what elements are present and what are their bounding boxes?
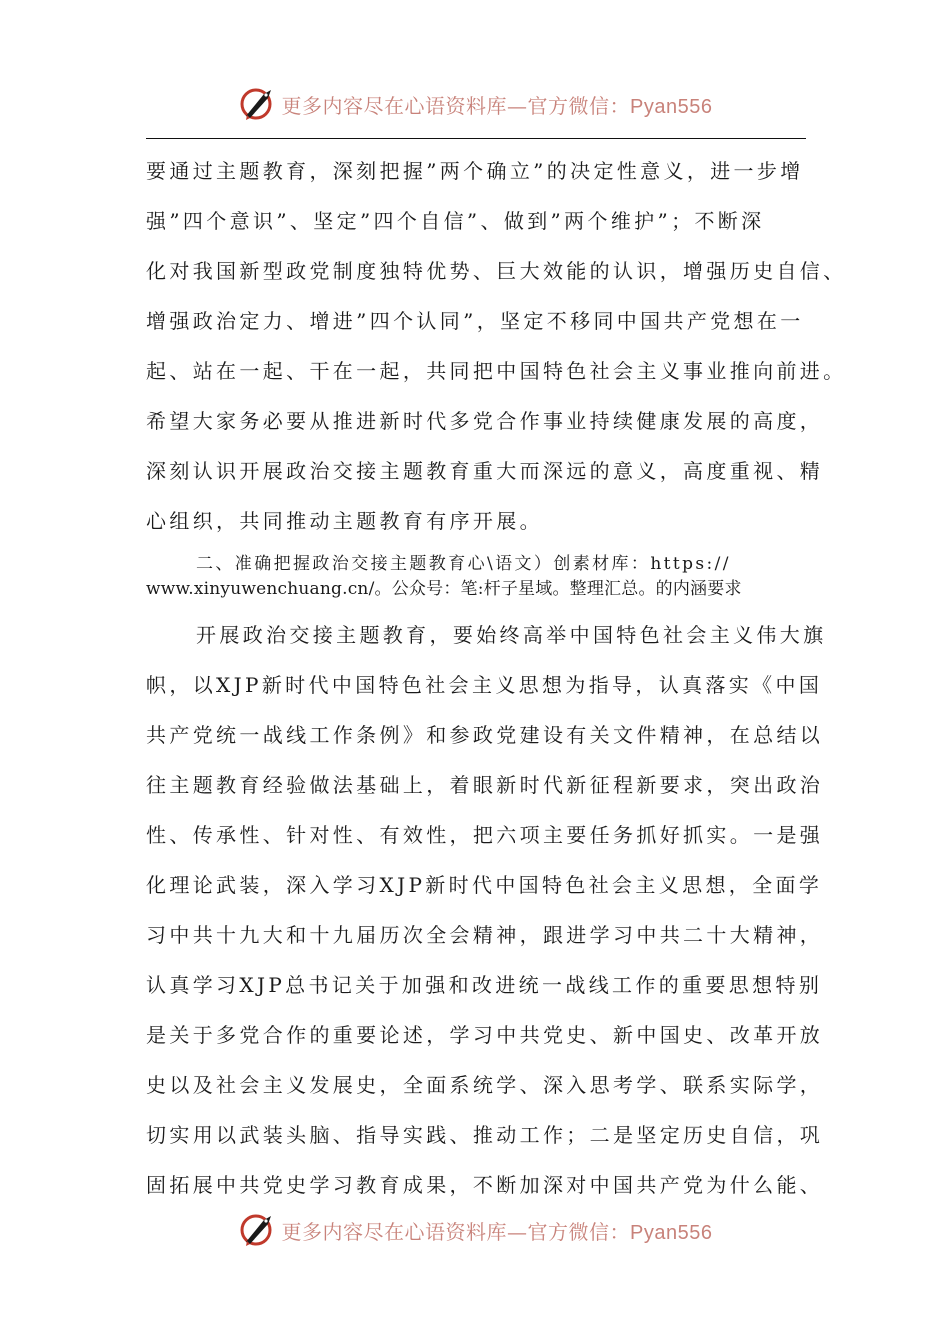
text-line: 习中共十九大和十九届历次全会精神，跟进学习中共二十大精神， — [146, 923, 824, 947]
text-line: 性、传承性、针对性、有效性，把六项主要任务抓好抓实。一是强 — [146, 823, 824, 847]
footer-brand-label: 更多内容尽在心语资料库—官方微信： — [281, 1219, 631, 1244]
text-line: 史以及社会主义发展史，全面系统学、深入思考学、联系实际学， — [146, 1073, 824, 1097]
text-line: 希望大家务必要从推进新时代多党合作事业持续健康发展的高度， — [146, 409, 824, 433]
pen-nib-icon — [238, 84, 278, 124]
footer-brand-text — [282, 1216, 713, 1245]
section-heading-line-1: 二、准确把握政治交接主题教育心\语文）创素材库：https:// — [196, 554, 731, 574]
text-line: 化对我国新型政党制度独特优势、巨大效能的认识，增强历史自信、 — [146, 259, 847, 283]
text-line: 开展政治交接主题教育，要始终高举中国特色社会主义伟大旗 — [196, 623, 827, 647]
header-divider — [146, 138, 806, 139]
text-line: 共产党统一战线工作条例》和参政党建设有关文件精神，在总结以 — [146, 723, 824, 747]
pen-nib-icon — [238, 1210, 278, 1250]
text-line: 化理论武装，深入学习XJP新时代中国特色社会主义思想，全面学 — [146, 873, 823, 897]
section-heading — [146, 546, 818, 610]
header-brand-text — [282, 90, 713, 119]
text-line: 固拓展中共党史学习教育成果，不断加深对中国共产党为什么能、 — [146, 1173, 824, 1197]
text-line: 心组织，共同推动主题教育有序开展。 — [146, 509, 543, 533]
paragraph-2 — [146, 610, 827, 1210]
document-body — [146, 146, 847, 1210]
footer-banner — [0, 1208, 950, 1252]
paragraph-1 — [146, 146, 847, 546]
text-line: 要通过主题教育，深刻把握”两个确立”的决定性意义，进一步增 — [146, 159, 804, 183]
text-line: 认真学习XJP总书记关于加强和改进统一战线工作的重要思想特别 — [146, 973, 823, 997]
text-line: 切实用以武装头脑、指导实践、推动工作；二是坚定历史自信，巩 — [146, 1123, 824, 1147]
text-line: 帜，以XJP新时代中国特色社会主义思想为指导，认真落实《中国 — [146, 673, 823, 697]
section-heading-line-2: www.xinyuwenchuang.cn/。公众号：笔:杆子星域。整理汇总。的内涵要求 — [146, 579, 742, 599]
text-line: 深刻认识开展政治交接主题教育重大而深远的意义，高度重视、精 — [146, 459, 824, 483]
header-brand-label: 更多内容尽在心语资料库—官方微信： — [281, 93, 631, 118]
text-line: 是关于多党合作的重要论述，学习中共党史、新中国史、改革开放 — [146, 1023, 824, 1047]
footer-contact-id: Pyan556 — [630, 1221, 713, 1244]
text-line: 往主题教育经验做法基础上，着眼新时代新征程新要求，突出政治 — [146, 773, 824, 797]
text-line: 增强政治定力、增进”四个认同”，坚定不移同中国共产党想在一 — [146, 309, 804, 333]
text-line: 强”四个意识”、坚定”四个自信”、做到”两个维护”；不断深 — [146, 209, 765, 233]
header-contact-id: Pyan556 — [630, 95, 713, 118]
text-line: 起、站在一起、干在一起，共同把中国特色社会主义事业推向前进。 — [146, 359, 847, 383]
header-banner — [0, 82, 950, 126]
